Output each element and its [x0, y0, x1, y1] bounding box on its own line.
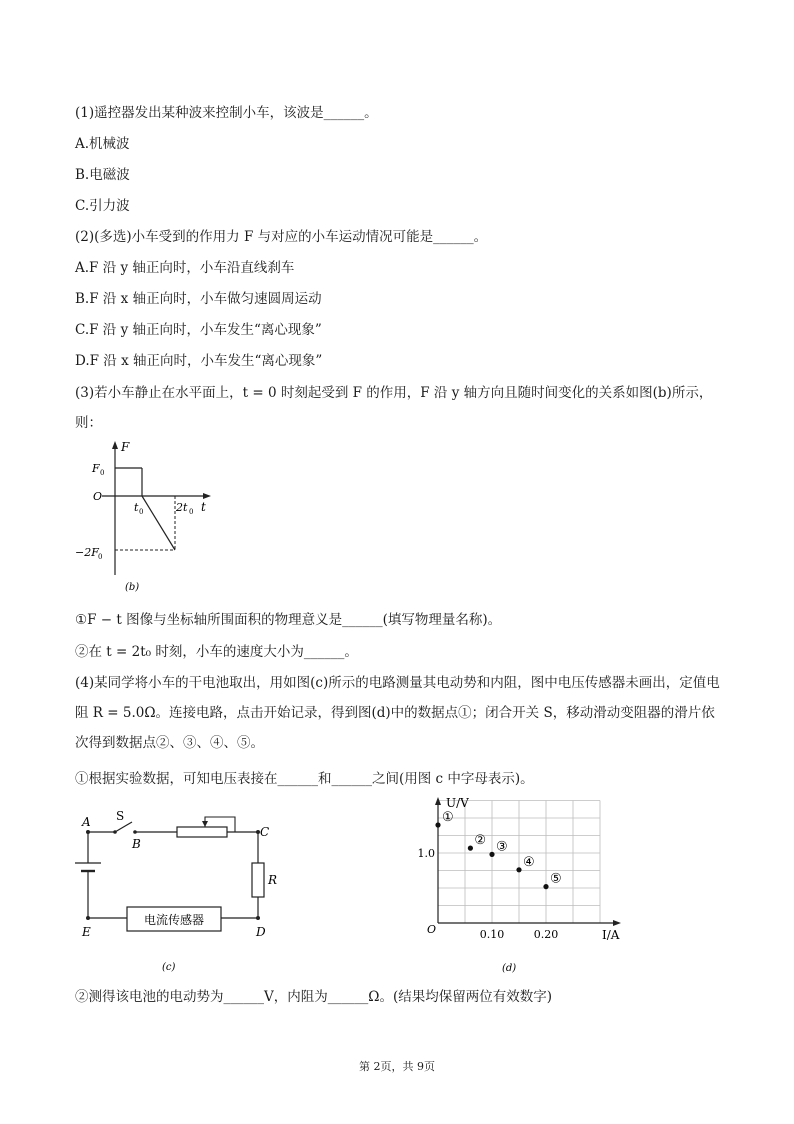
fig-b-x-label: t: [201, 500, 206, 514]
fig-d-x-tick-label: 0.10: [479, 928, 505, 941]
fig-d-point-label: ③: [496, 839, 508, 855]
fig-d-x-tick-label: 0.20: [533, 928, 559, 941]
fig-c-slider-arrow: [202, 821, 208, 827]
q2-option-c: C.F 沿 y 轴正向时，小车发生“离心现象”: [75, 322, 322, 338]
figure-b: [75, 435, 230, 595]
fig-c-caption: (c): [162, 962, 176, 973]
fig-c-sensor-label: 电流传感器: [143, 913, 205, 927]
fig-d-grid: [438, 801, 600, 924]
fig-d-y-tick-label: 1.0: [417, 847, 435, 860]
fig-b-x-arrow: [203, 493, 211, 499]
fig-b-ramp-line: [142, 496, 175, 550]
fig-b-caption: (b): [125, 582, 140, 593]
fig-d-y-arrow: [435, 797, 441, 805]
fig-c-label-s: S: [116, 809, 125, 823]
q1-stem: (1)遥控器发出某种波来控制小车，该波是______。: [75, 105, 378, 121]
fig-c-switch: [115, 822, 132, 832]
q3-sub1: ①F − t 图像与坐标轴所围面积的物理意义是______(填写物理量名称)。: [75, 612, 502, 628]
fig-d-point-label: ④: [523, 854, 535, 870]
fig-d-x-axis-label: I/A: [602, 928, 620, 942]
q4-sub1: ①根据实验数据，可知电压表接在______和______之间(用图 c 中字母表示)。: [75, 771, 534, 787]
q1-option-c: C.引力波: [75, 198, 130, 214]
fig-d-origin: O: [427, 923, 437, 936]
q1-option-a: A.机械波: [75, 136, 130, 152]
fig-c-label-b: B: [132, 837, 141, 851]
q4-sub2: ②测得该电池的电动势为______V，内阻为______Ω。(结果均保留两位有效数字): [75, 989, 552, 1005]
figure-c: [70, 808, 290, 978]
q3-sub2: ②在 t = 2t₀ 时刻，小车的速度大小为______。: [75, 644, 358, 660]
fig-d-y-axis-label: U/V: [446, 796, 469, 810]
fig-c-switch-pivot: [113, 830, 117, 834]
fig-b-2t0-label: 2t: [176, 501, 188, 514]
fig-b-f0-sub: 0: [100, 469, 105, 477]
fig-d-data-point: [435, 822, 440, 827]
fig-d-data-point: [468, 846, 473, 851]
q2-option-a: A.F 沿 y 轴正向时，小车沿直线刹车: [75, 260, 295, 276]
q3-stem: (3)若小车静止在水平面上，t = 0 时刻起受到 F 的作用，F 沿 y 轴方向且随时间变化的关系如图(b)所示，则：: [75, 385, 713, 431]
fig-b-y-label: F: [121, 440, 130, 454]
fig-c-label-d: D: [256, 925, 266, 939]
fig-d-caption: (d): [502, 963, 517, 974]
fig-c-label-c: C: [260, 825, 270, 839]
fig-d-data-point: [516, 867, 521, 872]
fig-d-point-label: ②: [474, 833, 487, 849]
fig-c-label-e: E: [82, 925, 91, 939]
page-footer: 第 2页，共 9页: [359, 1060, 435, 1073]
fig-c-label-r: R: [268, 873, 278, 887]
fig-b-y-arrow: [112, 441, 118, 449]
q1-option-b: B.电磁波: [75, 167, 130, 183]
q2-option-d: D.F 沿 x 轴正向时，小车发生“离心现象”: [75, 353, 323, 369]
fig-c-rheostat: [177, 827, 227, 837]
fig-b-neg-label: −2F: [75, 546, 99, 559]
fig-c-resistor-r: [252, 863, 264, 897]
fig-b-origin: O: [93, 490, 103, 503]
fig-b-t0-sub: 0: [139, 508, 144, 516]
fig-d-point-label: ①: [442, 810, 454, 825]
figure-d: [410, 795, 640, 975]
q4-stem: (4)某同学将小车的干电池取出，用如图(c)所示的电路测量其电动势和内阻，图中电压传感器未画出，定值电阻 R = 5.0Ω。连接电路，点击开始记录，得到图(d)中的数据点①；闭合开关 S，移动滑动变阻器的滑片依次得到数据点②、③、④、⑤。: [75, 675, 720, 751]
fig-d-point-label: ⑤: [550, 871, 562, 887]
fig-c-label-a: A: [82, 815, 91, 829]
fig-d-points: [435, 810, 561, 889]
fig-b-neg-sub: 0: [98, 553, 103, 561]
fig-d-x-arrow: [613, 920, 621, 926]
fig-d-data-point: [489, 852, 494, 857]
fig-d-data-point: [543, 884, 548, 889]
q2-option-b: B.F 沿 x 轴正向时，小车做匀速圆周运动: [75, 291, 322, 307]
q2-stem: (2)(多选)小车受到的作用力 F 与对应的小车运动情况可能是______。: [75, 229, 488, 245]
fig-b-2t0-sub: 0: [189, 508, 194, 516]
fig-b-f0-label: F: [92, 462, 100, 475]
fig-b-t0-label: t: [134, 501, 139, 514]
